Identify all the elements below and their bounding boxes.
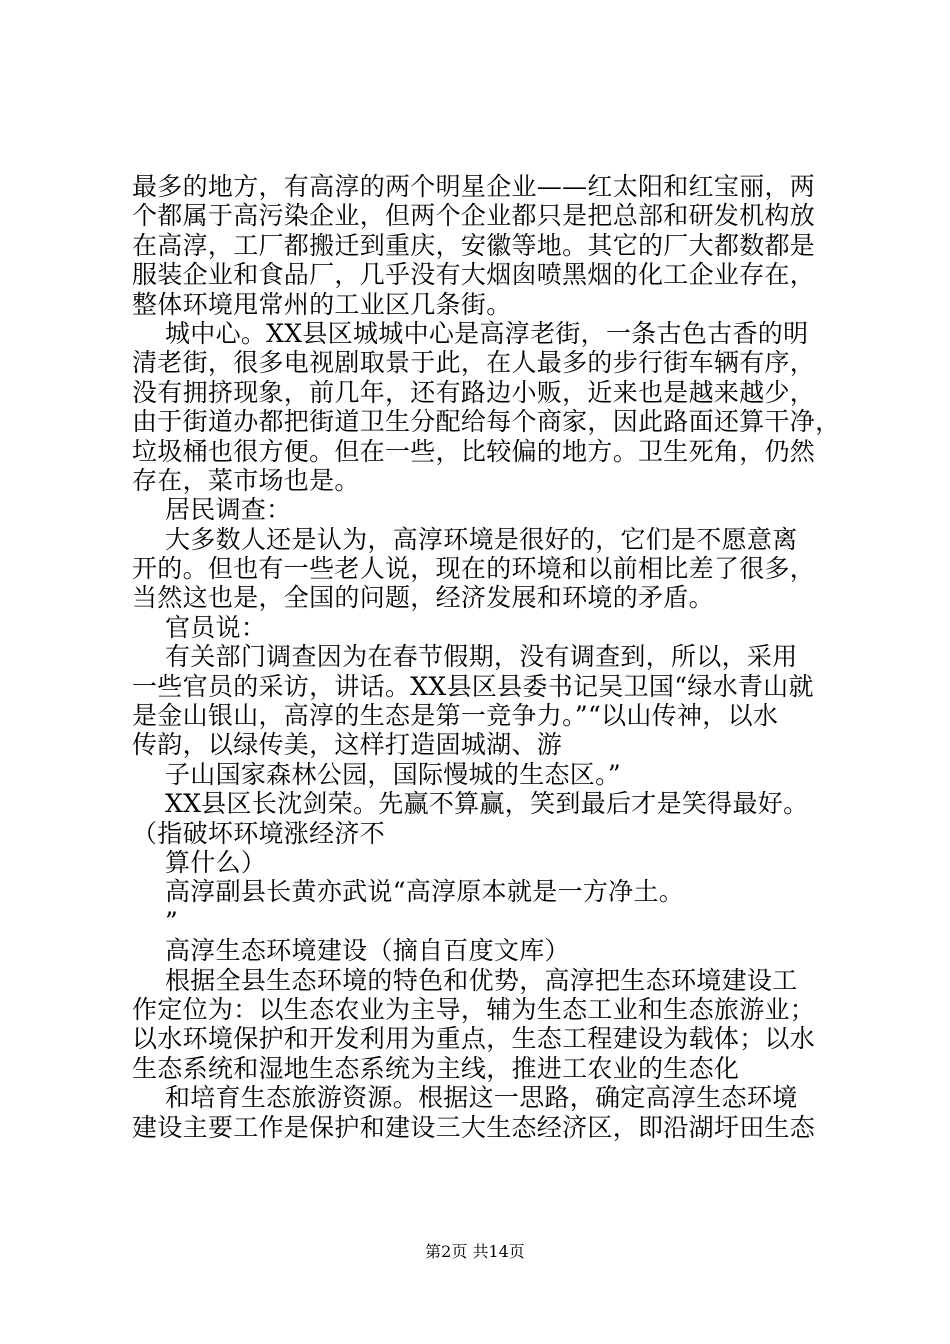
text-line: 以水环境保护和开发利用为重点，生态工程建设为载体；以水 <box>132 1024 816 1054</box>
text-line: XX县区长沈剑荣。先赢不算赢，笑到最后才是笑得最好。 <box>132 789 809 819</box>
text-line: 清老街，很多电视剧取景于此，在人最多的步行街车辆有序， <box>132 348 816 378</box>
text-line: 一些官员的采访，讲话。XX县区县委书记吴卫国“绿水青山就 <box>132 671 814 701</box>
text-line: 垃圾桶也很方便。但在一些，比较偏的地方。卫生死角，仍然 <box>132 436 816 466</box>
text-line: 在高淳，工厂都搬迁到重庆，安徽等地。其它的厂大都数都是 <box>132 230 816 260</box>
body-text <box>132 172 841 1142</box>
text-line: 个都属于高污染企业，但两个企业都只是把总部和研发机构放 <box>132 201 816 231</box>
text-line: 有关部门调查因为在春节假期，没有调查到，所以，采用 <box>132 642 798 672</box>
text-line: 子山国家森林公园，国际慢城的生态区。” <box>132 759 621 789</box>
text-line: 大多数人还是认为，高淳环境是很好的，它们是不愿意离 <box>132 524 798 554</box>
text-line: 居民调查： <box>132 495 292 525</box>
text-line: 没有拥挤现象，前几年，还有路边小贩，近来也是越来越少， <box>132 377 816 407</box>
text-line: 作定位为：以生态农业为主导，辅为生态工业和生态旅游业； <box>132 994 816 1024</box>
text-line: 整体环境甩常州的工业区几条街。 <box>132 289 512 319</box>
text-line: 由于街道办都把街道卫生分配给每个商家，因此路面还算干净， <box>132 407 841 437</box>
text-line: 是金山银山，高淳的生态是第一竞争力。”“以山传神，以水 <box>132 701 779 731</box>
text-line: 传韵，以绿传美，这样打造固城湖、游 <box>132 730 563 760</box>
text-line: 根据全县生态环境的特色和优势，高淳把生态环境建设工 <box>132 965 798 995</box>
page-number-footer: 第2页 共14页 <box>425 1242 525 1261</box>
text-line: 最多的地方，有高淳的两个明星企业——红太阳和红宝丽，两 <box>132 172 816 201</box>
text-line: 当然这也是，全国的问题，经济发展和环境的矛盾。 <box>132 583 714 613</box>
text-line: 高淳副县长黄亦武说“高淳原本就是一方净土。 <box>132 877 685 907</box>
text-line: 开的。但也有一些老人说，现在的环境和以前相比差了很多， <box>132 554 816 584</box>
text-line: 建设主要工作是保护和建设三大生态经济区，即沿湖圩田生态 <box>132 1112 816 1142</box>
text-line: 生态系统和湿地生态系统为主线，推进工农业的生态化 <box>132 1053 740 1083</box>
text-line: 和培育生态旅游资源。根据这一思路，确定高淳生态环境 <box>132 1083 798 1113</box>
text-line: 高淳生态环境建设（摘自百度文库） <box>132 936 570 966</box>
text-line: 存在，菜市场也是。 <box>132 465 360 495</box>
text-line: 官员说： <box>132 612 267 642</box>
text-line: 服装企业和食品厂，几乎没有大烟囱喷黑烟的化工企业存在， <box>132 260 816 290</box>
text-line: 城中心。XX县区城城中心是高淳老街，一条古色古香的明 <box>132 318 809 348</box>
text-line: （指破坏环境涨经济不 <box>132 818 386 848</box>
text-line: 算什么） <box>132 847 267 877</box>
text-line: ” <box>132 906 179 936</box>
